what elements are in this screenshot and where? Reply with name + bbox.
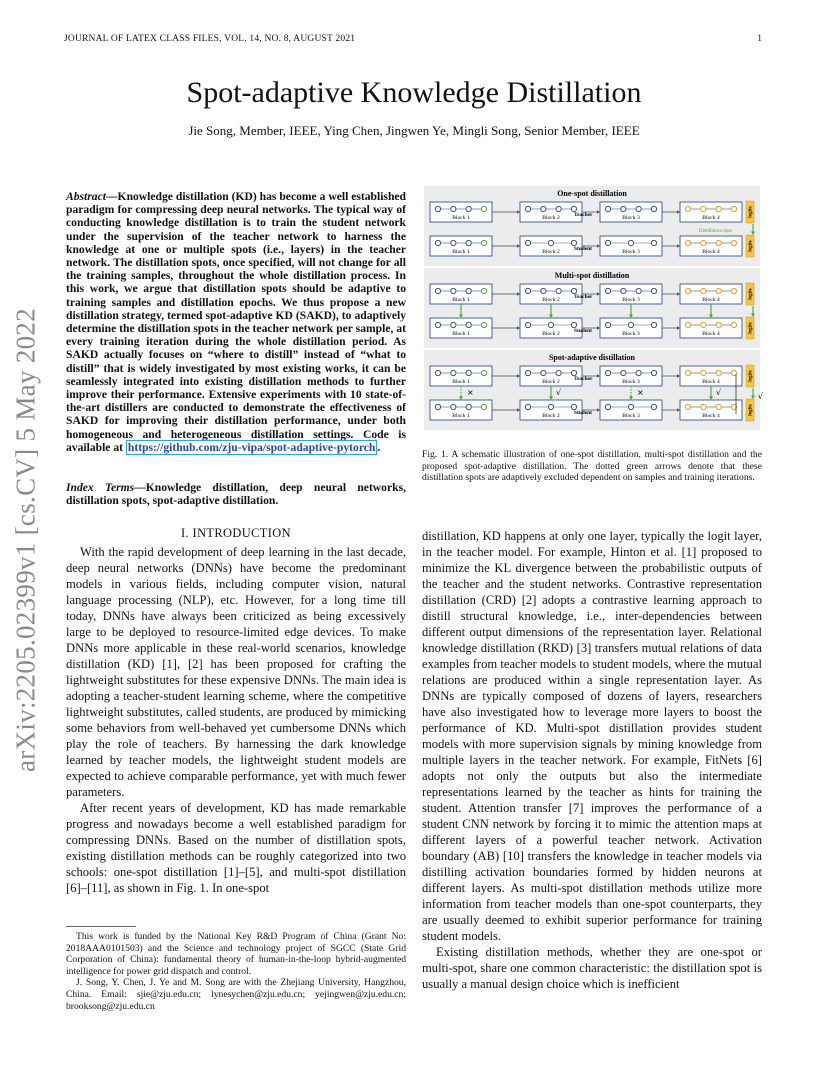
running-header: JOURNAL OF LATEX CLASS FILES, VOL. 14, NO. 8, AUGUST 2021 xyxy=(64,34,356,44)
node-circle xyxy=(451,288,456,293)
student-label: Student xyxy=(574,246,592,252)
node-circle xyxy=(628,322,633,327)
teacher-label: Teacher xyxy=(574,294,593,300)
node-circle xyxy=(651,322,656,327)
node-circle xyxy=(548,240,553,245)
block-label: Block 4 xyxy=(702,249,720,255)
node-circle xyxy=(571,404,576,409)
node-circle xyxy=(605,206,610,211)
node-circle xyxy=(556,206,561,211)
check-mark: √ xyxy=(758,392,764,401)
node-circle xyxy=(651,404,656,409)
block-label: Block 4 xyxy=(702,413,720,419)
footnote xyxy=(66,931,406,1012)
teacher-label: Teacher xyxy=(574,376,593,382)
node-circle xyxy=(701,206,706,211)
node-circle xyxy=(605,370,610,375)
node-circle xyxy=(636,206,641,211)
node-circle xyxy=(435,404,440,409)
node-circle xyxy=(571,370,576,375)
block-label: Block 2 xyxy=(542,331,560,337)
logits-label: logits xyxy=(748,206,754,218)
node-circle xyxy=(548,404,553,409)
block-label: Block 3 xyxy=(622,413,640,419)
node-circle xyxy=(731,206,736,211)
node-circle xyxy=(525,322,530,327)
node-circle xyxy=(466,206,471,211)
intro-left-column xyxy=(66,544,406,896)
block-label: Block 2 xyxy=(542,379,560,385)
intro-right-column xyxy=(422,528,762,992)
node-circle xyxy=(481,404,486,409)
block-label: Block 1 xyxy=(452,331,470,337)
block-label: Block 1 xyxy=(452,379,470,385)
node-circle xyxy=(525,240,530,245)
node-circle xyxy=(685,240,690,245)
node-circle xyxy=(481,288,486,293)
node-circle xyxy=(701,370,706,375)
abstract xyxy=(66,190,406,454)
logits-label: logits xyxy=(748,404,754,416)
node-circle xyxy=(451,206,456,211)
node-circle xyxy=(701,322,706,327)
node-circle xyxy=(651,240,656,245)
page-number: 1 xyxy=(757,34,762,44)
panel-title: Multi-spot distillation xyxy=(554,271,630,280)
block-label: Block 3 xyxy=(622,297,640,303)
figure-caption: Fig. 1. A schematic illustration of one-spot distillation, multi-spot distillation and the proposed spot-adaptive distillation. The dotted green arrows denote that these distillation spots are adaptively excluded dependent on samples and training iterations. xyxy=(422,449,762,484)
block-label: Block 3 xyxy=(622,331,640,337)
node-circle xyxy=(621,206,626,211)
panel-title: One-spot distillation xyxy=(557,189,627,198)
node-circle xyxy=(731,240,736,245)
node-circle xyxy=(466,322,471,327)
paper-title: Spot-adaptive Knowledge Distillation xyxy=(186,76,642,109)
node-circle xyxy=(701,288,706,293)
logits-label: logits xyxy=(748,322,754,334)
node-circle xyxy=(731,322,736,327)
student-label: Student xyxy=(574,410,592,416)
node-circle xyxy=(541,370,546,375)
abstract-label: Abstract xyxy=(66,190,106,203)
block-label: Block 2 xyxy=(542,413,560,419)
node-circle xyxy=(466,288,471,293)
node-circle xyxy=(716,206,721,211)
block-label: Block 2 xyxy=(542,297,560,303)
code-link[interactable]: https://github.com/zju-vipa/spot-adaptive-pytorch xyxy=(127,440,376,454)
block-label: Block 1 xyxy=(452,297,470,303)
node-circle xyxy=(636,288,641,293)
check-mark: √ xyxy=(716,388,722,397)
index-terms xyxy=(66,481,406,507)
node-circle xyxy=(571,206,576,211)
node-circle xyxy=(651,206,656,211)
index-terms-text: —Knowledge distillation, deep neural networks, distillation spots, spot-adaptive distillation. xyxy=(66,481,406,508)
logits-label: logits xyxy=(748,288,754,300)
logits-label: logits xyxy=(748,370,754,382)
panel-title: Spot-adaptive distillation xyxy=(548,353,636,362)
node-circle xyxy=(651,288,656,293)
footnote-affiliation: J. Song, Y. Chen, J. Ye and M. Song are with the Zhejiang University, Hangzhou, China. Email: sjie@zju.edu.cn; lynesychen@zju.edu.cn; yejingwen@zju.edu.cn; brooksong@zju.edu.cn xyxy=(66,977,406,1012)
node-circle xyxy=(525,288,530,293)
node-circle xyxy=(525,404,530,409)
abstract-end: . xyxy=(377,440,381,454)
node-circle xyxy=(685,370,690,375)
node-circle xyxy=(451,322,456,327)
block-label: Block 2 xyxy=(542,215,560,221)
node-circle xyxy=(605,240,610,245)
node-circle xyxy=(481,206,486,211)
block-label: Block 1 xyxy=(452,215,470,221)
block-label: Block 3 xyxy=(622,249,640,255)
node-circle xyxy=(621,370,626,375)
node-circle xyxy=(556,288,561,293)
node-circle xyxy=(621,288,626,293)
node-circle xyxy=(435,322,440,327)
block-label: Block 2 xyxy=(542,249,560,255)
node-circle xyxy=(435,240,440,245)
block-label: Block 4 xyxy=(702,331,720,337)
node-circle xyxy=(481,370,486,375)
node-circle xyxy=(605,404,610,409)
node-circle xyxy=(541,288,546,293)
node-circle xyxy=(716,322,721,327)
figure-1 xyxy=(424,186,764,436)
node-circle xyxy=(525,206,530,211)
footnote-rule xyxy=(66,926,136,927)
block-label: Block 4 xyxy=(702,215,720,221)
block-label: Block 4 xyxy=(702,297,720,303)
node-circle xyxy=(571,240,576,245)
node-circle xyxy=(548,322,553,327)
node-circle xyxy=(685,288,690,293)
logits-label: logits xyxy=(748,240,754,252)
node-circle xyxy=(451,404,456,409)
block-label: Block 4 xyxy=(702,379,720,385)
node-circle xyxy=(701,240,706,245)
node-circle xyxy=(651,370,656,375)
node-circle xyxy=(716,288,721,293)
intro-paragraph-4: Existing distillation methods, whether they are one-spot or multi-spot, share one common characteristic: the distillation spot is usually a manual design choice which is inefficient xyxy=(422,945,762,991)
node-circle xyxy=(451,240,456,245)
author-list: Jie Song, Member, IEEE, Ying Chen, Jingwen Ye, Mingli Song, Senior Member, IEEE xyxy=(188,123,640,138)
student-label: Student xyxy=(574,328,592,334)
node-circle xyxy=(466,240,471,245)
node-circle xyxy=(481,322,486,327)
node-circle xyxy=(466,370,471,375)
teacher-label: Teacher xyxy=(574,212,593,218)
node-circle xyxy=(481,240,486,245)
intro-paragraph-2: After recent years of development, KD has made remarkable progress and nowadays become a well established paradigm for compressing DNNs. Based on the number of distillation spots, existing distillation methods can be roughly categorized into two schools: one-spot distillation [1]–[5], and multi-spot distillation [6]–[11], as shown in Fig. 1. In one-spot xyxy=(66,801,406,895)
node-circle xyxy=(605,288,610,293)
node-circle xyxy=(435,206,440,211)
block-label: Block 3 xyxy=(622,379,640,385)
node-circle xyxy=(435,370,440,375)
node-circle xyxy=(466,404,471,409)
node-circle xyxy=(731,288,736,293)
node-circle xyxy=(435,288,440,293)
section-heading: I. INTRODUCTION xyxy=(181,526,291,540)
cross-mark: × xyxy=(467,388,474,397)
node-circle xyxy=(525,370,530,375)
block-label: Block 1 xyxy=(452,413,470,419)
abstract-text: —Knowledge distillation (KD) has become a well established paradigm for compressing deep neural networks. The typical way of conducting knowledge distillation is to train the student network under the supervision of the teacher network to harness the knowledge at one or multiple spots (i.e., layers) in the teacher network. The distillation spots, once specified, will not change for all the training samples, throughout the whole distillation process. In this work, we argue that distillation spots should be adaptive to training samples and distillation epochs. We thus propose a new distillation strategy, termed spot-adaptive KD (SAKD), to adaptively determine the distillation spots in the teacher network per sample, at every training iteration during the whole distillation period. As SAKD actually focuses on “where to distill” instead of “what to distill” that is widely investigated by most existing works, it can be seamlessly integrated into existing distillation methods to further improve their performance. Extensive experiments with 10 state-of-the-art distillers are conducted to demonstrate the effectiveness of SAKD for improving their distillation performance, under both homogeneous and heterogeneous distillation settings. Code is available at xyxy=(66,190,406,454)
node-circle xyxy=(716,404,721,409)
node-circle xyxy=(571,322,576,327)
cross-mark: × xyxy=(637,388,644,397)
node-circle xyxy=(605,322,610,327)
node-circle xyxy=(716,240,721,245)
node-circle xyxy=(451,370,456,375)
node-circle xyxy=(628,404,633,409)
arxiv-id: arXiv:2205.02399v1 [cs.CV] 5 May 2022 xyxy=(10,307,41,773)
index-terms-label: Index Terms xyxy=(66,481,135,494)
block-label: Block 1 xyxy=(452,249,470,255)
node-circle xyxy=(685,404,690,409)
node-circle xyxy=(628,240,633,245)
node-circle xyxy=(685,322,690,327)
intro-paragraph-3: distillation, KD happens at only one layer, typically the logit layer, in the teacher model. For example, Hinton et al. [1] proposed to minimize the KL divergence between the probabilistic outputs of the teacher and the student networks. Contrastive representation distillation (CRD) [2] adopts a contrastive learning approach to distill structural knowledge, i.e., inter-dependencies between different output dimensions of the representation layer. Relational knowledge distillation (RKD) [3] transfers mutual relations of data examples from teacher models to student models, where the mutual relations are produced within a single representation layer. As DNNs are typically composed of dozens of layers, researchers have also investigated how to leverage more layers to boost the performance of KD. Multi-spot distillation provides student models with more supervision signals by mining knowledge from multiple layers in the teacher network. For example, FitNets [6] adopts not only the outputs but also the intermediate representations learned by the teacher as hints for training the student. Attention transfer [7] improves the performance of a student CNN network by forcing it to mimic the attention maps at different layers of a powerful teacher network. Activation boundary (AB) [10] transfers the knowledge in teacher models via distilling activation boundaries formed by hidden neurons at different layers. As multi-spot distillation methods utilize more information from teacher models than one-spot counterparts, they are usually deemed to exhibit superior performance for training student models. xyxy=(422,529,762,943)
node-circle xyxy=(571,288,576,293)
check-mark: √ xyxy=(556,388,562,397)
arxiv-watermark xyxy=(6,290,46,790)
intro-paragraph-1: With the rapid development of deep learning in the last decade, deep neural networks (DNNs) have become the predominant models in various fields, including computer vision, natural language processing (NLP), etc. However, for a long time till today, DNNs have always been criticized as being excessively large to be deployed to resource-limited edge devices. To make DNNs more applicable in these real-world scenarios, knowledge distillation (KD) [1], [2] has been proposed for crafting the lightweight substitutes for these expensive DNNs. The main idea is adopting a teacher-student learning scheme, where the competitive lightweight substitutes, called students, are produced by mimicking some behaviors from well-behaved yet cumbersome DNNs which play the role of teachers. By harnessing the dark knowledge learned by teacher models, the lightweight student models are expected to achieve comparable performance, yet with much fewer parameters. xyxy=(66,545,406,799)
node-circle xyxy=(716,370,721,375)
footnote-funding: This work is funded by the National Key R&D Program of China (Grant No: 2018AAA0101503) and the Science and technology project of SGCC (State Grid Corporation of China): fundamental theory of human-in-the-loop hybrid-augmented intelligence for power grid dispatch and control. xyxy=(66,931,406,977)
node-circle xyxy=(701,404,706,409)
distillation-spot-label: Distillation spot xyxy=(698,228,732,234)
block-label: Block 3 xyxy=(622,215,640,221)
node-circle xyxy=(685,206,690,211)
node-circle xyxy=(541,206,546,211)
node-circle xyxy=(636,370,641,375)
node-circle xyxy=(556,370,561,375)
